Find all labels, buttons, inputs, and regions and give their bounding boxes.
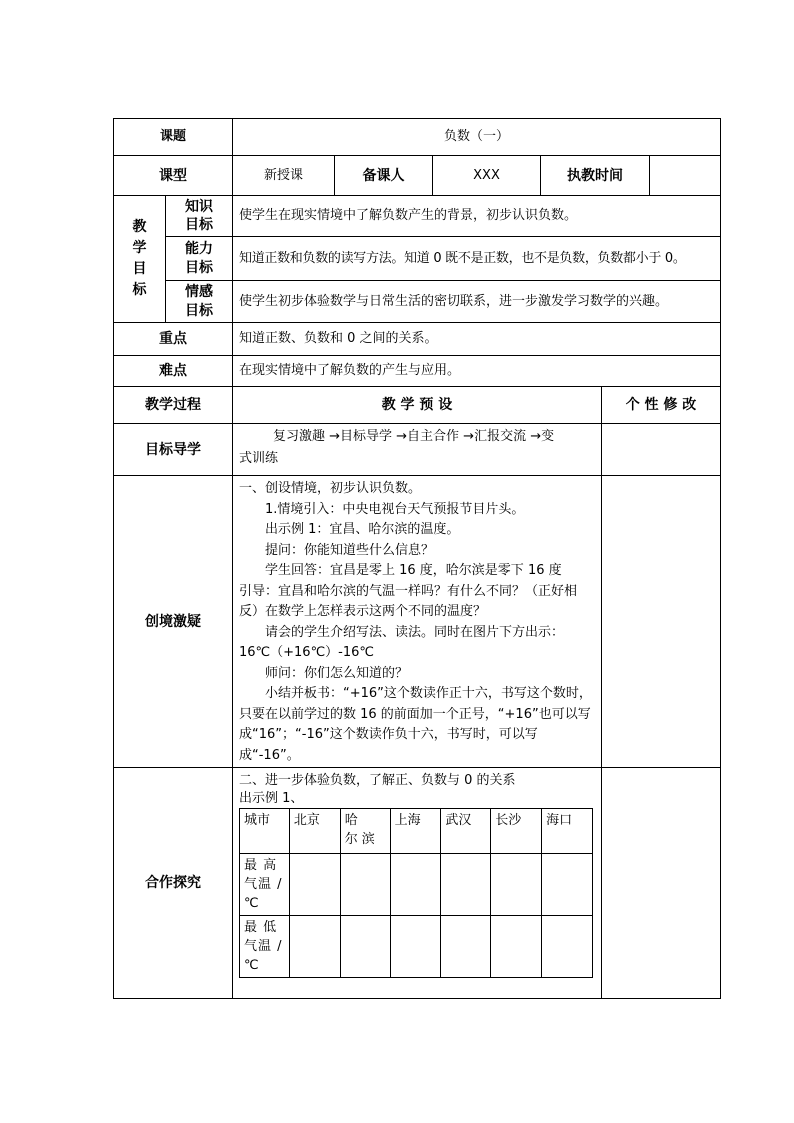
table-cell [491, 916, 542, 978]
guide-edit-cell [601, 423, 721, 475]
table-cell [542, 916, 593, 978]
goal-label-emotion [165, 280, 232, 322]
key-point-text: 知道正数、负数和 0 之间的关系。 [232, 322, 721, 355]
scenario-label: 创境激疑 [113, 475, 232, 767]
table-cell [289, 854, 340, 916]
goal-label-line: 能力 [185, 240, 213, 257]
goals-char: 学 [132, 240, 147, 256]
table-header-cell: 武汉 [441, 809, 491, 854]
table-header-cell: 上海 [390, 809, 441, 854]
table-cell [542, 854, 593, 916]
guide-line: 复习激趣 →目标导学 →自主合作 →汇报交流 →变 [273, 429, 555, 444]
table-cell [340, 854, 390, 916]
scenario-line: 小结并板书：“+16”这个数读作正十六，书写这个数时，只要在以前学过的数 16 的前面加一个正号，“+16”也可以写成“16”；“-16”这个数读作负十六，书写时，可以写成“-16”。 [239, 686, 592, 763]
table-cell [289, 916, 340, 978]
time-label: 执教时间 [540, 155, 649, 195]
cooperate-line: 二、进一步体验负数，了解正、负数与 0 的关系 [239, 773, 516, 788]
goals-char: 教 [132, 219, 147, 235]
plan-header: 教 学 预 设 [232, 386, 601, 423]
table-row-label: 最 高 气温 / ℃ [240, 854, 290, 916]
goals-char: 目 [132, 261, 147, 277]
scenario-edit-cell [601, 475, 721, 767]
table-cell [441, 916, 491, 978]
key-point-label: 重点 [113, 322, 232, 355]
scenario-line: 引导：宜昌和哈尔滨的气温一样吗？有什么不同？（正好相反）在数学上怎样表示这两个不同的温度？ [239, 583, 578, 619]
goal-text-ability: 知道正数和负数的读写方法。知道 0 既不是正数，也不是负数，负数都小于 0。 [232, 236, 721, 280]
scenario-line: 提问：你能知道些什么信息？ [265, 542, 435, 558]
table-header-cell: 城市 [240, 809, 290, 854]
goal-label-ability [165, 236, 232, 280]
process-label: 教学过程 [113, 386, 232, 423]
topic-value: 负数（一） [232, 118, 721, 155]
difficulty-text: 在现实情境中了解负数的产生与应用。 [232, 355, 721, 386]
table-header-row [240, 809, 593, 854]
cooperate-edit-cell [601, 767, 721, 999]
goals-char: 标 [132, 282, 147, 298]
scenario-line: 师问：你们怎么知道的？ [265, 665, 409, 681]
cooperate-content [232, 767, 601, 999]
temperature-table [239, 808, 593, 978]
scenario-line: 出示例 1：宜昌、哈尔滨的温度。 [265, 522, 460, 537]
edit-header: 个 性 修 改 [601, 386, 721, 423]
goal-label-line: 知识 [185, 199, 213, 215]
table-header-cell: 长沙 [491, 809, 542, 854]
scenario-text [232, 475, 601, 767]
goal-label-line: 情感 [185, 283, 213, 300]
goal-label-line: 目标 [185, 302, 213, 319]
guide-text [232, 423, 601, 475]
table-cell [441, 854, 491, 916]
goal-text-emotion: 使学生初步体验数学与日常生活的密切联系，进一步激发学习数学的兴趣。 [232, 280, 721, 322]
table-cell [491, 854, 542, 916]
preparer-label: 备课人 [334, 155, 432, 195]
table-cell [340, 916, 390, 978]
goal-label-knowledge [165, 195, 232, 236]
type-label: 课型 [113, 155, 232, 195]
table-row [240, 916, 593, 978]
goal-label-line: 目标 [185, 217, 213, 233]
table-header-cell: 北京 [289, 809, 340, 854]
time-value [649, 155, 721, 195]
scenario-line: 1.情境引入：中央电视台天气预报节目片头。 [265, 501, 525, 517]
scenario-line: 学生回答：宜昌是零上 16 度，哈尔滨是零下 16 度 [265, 563, 562, 578]
cooperate-line: 出示例 1、 [239, 791, 304, 806]
guide-line: 式训练 [239, 451, 279, 466]
table-cell [390, 916, 441, 978]
table-row [240, 854, 593, 916]
table-header-cell: 海口 [542, 809, 593, 854]
goal-text-knowledge: 使学生在现实情境中了解负数产生的背景，初步认识负数。 [232, 195, 721, 236]
goal-label-line: 目标 [185, 259, 213, 276]
guide-label: 目标导学 [113, 423, 232, 475]
topic-label: 课题 [113, 118, 232, 155]
table-cell [390, 854, 441, 916]
difficulty-label: 难点 [113, 355, 232, 386]
goals-section-label [113, 195, 165, 322]
table-header-cell: 哈 尔滨 [340, 809, 390, 854]
scenario-line: 一、创设情境，初步认识负数。 [239, 481, 422, 496]
preparer-value: XXX [432, 155, 540, 195]
type-value: 新授课 [232, 155, 334, 195]
cooperate-label: 合作探究 [113, 767, 232, 999]
table-row-label: 最 低 气温 / ℃ [240, 916, 290, 978]
scenario-line: 请会的学生介绍写法、读法。同时在图片下方出示：16℃（+16℃）-16℃ [239, 624, 565, 660]
